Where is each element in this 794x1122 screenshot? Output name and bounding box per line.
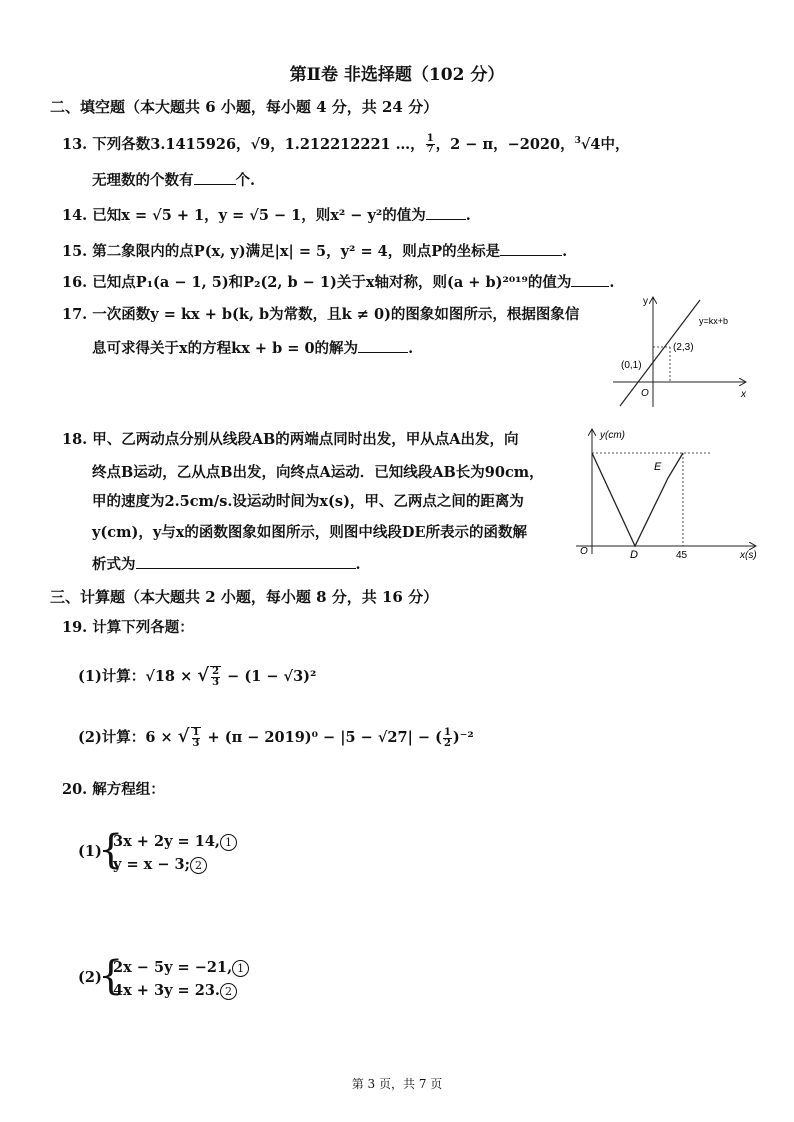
q18-line5: 析式为 (92, 556, 136, 573)
circled-2: 2 (220, 983, 237, 1000)
line-y-kx-b (620, 300, 700, 406)
y-axis-label: y (643, 296, 648, 307)
q19-part2-label: (2)计算： (78, 729, 146, 746)
question-number: 17. (62, 306, 88, 323)
q15-text: 第二象限内的点P(x, y)满足|x| = 5，y² = 4，则点P的坐标是 (92, 243, 501, 260)
question-16 (62, 272, 614, 293)
question-17-line2 (92, 338, 413, 359)
question-19 (62, 618, 194, 638)
q13-cbrt4: √4 (580, 135, 601, 153)
origin-label: O (641, 388, 649, 399)
origin-label: O (580, 546, 588, 557)
answer-blank[interactable] (136, 554, 356, 569)
answer-blank[interactable] (426, 205, 466, 220)
q13-fraction: $\frac{1}{7}$ (426, 133, 434, 156)
question-number: 15. (62, 243, 88, 260)
q18-line4: y(cm)，y与x的函数图象如图所示，则图中线段DE所表示的函数解 (92, 524, 528, 541)
q13-root-index: 3 (574, 136, 581, 146)
question-number: 20. (62, 781, 88, 798)
equation-text: 3x + 2y = 14, (113, 833, 220, 850)
q16-text: 已知点P₁(a − 1, 5)和P₂(2, b − 1)关于x轴对称，则(a + b)²⁰¹⁹的值为 (92, 274, 572, 291)
q20-system2-eq2 (113, 981, 237, 1001)
q17-line2: 息可求得关于x的方程kx + b = 0的解为 (92, 340, 359, 357)
question-number: 19. (62, 619, 88, 636)
q17-linear-graph (605, 292, 755, 412)
q17-line1: 一次函数y = kx + b(k, b为常数，且k ≠ 0)的图象如图所示，根据图象信 (92, 306, 580, 323)
q19-part1-radical: $\frac{2}{3}$ (212, 666, 220, 688)
circled-2: 2 (190, 857, 207, 874)
q13-text-d: 中， (600, 135, 630, 153)
point-2-3-label: (2,3) (673, 342, 694, 353)
answer-blank[interactable] (358, 338, 408, 353)
q19-part2-fraction: $\frac{1}{2}$ (443, 726, 451, 749)
q19-part2-radical: $\frac{1}{3}$ (192, 727, 200, 749)
q20-system2-brace: { (98, 953, 124, 999)
answer-blank[interactable] (194, 170, 236, 185)
q20-system2-eq1 (113, 958, 249, 978)
q14-end: . (465, 207, 471, 224)
question-number: 16. (62, 274, 88, 291)
q20-system1-eq1 (113, 832, 237, 852)
q13-line2-end: 个. (235, 172, 256, 189)
q19-part1: (1)计算：√18 × √ $\frac{2}{3}$ − (1 − √3)² (78, 665, 317, 688)
question-14 (62, 205, 471, 226)
x-axis-label: x(s) (740, 550, 757, 561)
circled-1: 1 (232, 960, 249, 977)
point-d-label: D (630, 549, 638, 561)
q20-system1-brace: { (98, 827, 124, 873)
q13-text-a: 下列各数3.1415926， (92, 135, 251, 153)
q19-part2: (2)计算：6 × √ $\frac{1}{3}$ + (π − 2019)⁰ − |5 − √27| − ( $\frac{1}{2}$ )⁻² (78, 726, 474, 749)
q14-text: 已知x = √5 + 1，y = √5 − 1，则x² − y²的值为 (92, 207, 426, 224)
x-axis-label: x (741, 389, 746, 400)
question-17 (62, 305, 579, 325)
question-number: 18. (62, 431, 88, 448)
q19-part1-expr-b: − (1 − √3)² (222, 668, 317, 685)
q17-end: . (408, 340, 414, 357)
q18-line1: 甲、乙两动点分别从线段AB的两端点同时出发，甲从点A出发，向 (92, 431, 519, 448)
q15-end: . (562, 243, 568, 260)
question-18 (62, 430, 519, 450)
q19-title: 计算下列各题： (92, 619, 194, 636)
q20-system1-eq2 (113, 855, 207, 875)
question-20 (62, 780, 165, 800)
section-3-heading: 三、计算题（本大题共 2 小题，每小题 8 分，共 16 分） (50, 588, 439, 606)
section-2-heading: 二、填空题（本大题共 6 小题，每小题 4 分，共 24 分） (50, 98, 439, 116)
q13-sqrt9: √9 (250, 135, 271, 153)
q19-part2-expr-b: + (π − 2019)⁰ − |5 − √27| − ( (202, 729, 442, 746)
q18-line2: 终点B运动，乙从点B出发，向终点A运动．已知线段AB长为90cm， (92, 464, 544, 481)
q18-end: . (355, 556, 361, 573)
q20-system1-label: (1) (78, 843, 102, 860)
distance-polyline (592, 453, 683, 546)
point-e-label: E (654, 461, 662, 473)
y-axis-label: y(cm) (600, 430, 625, 441)
question-15 (62, 241, 567, 262)
q19-part2-expr-a: 6 × (145, 729, 178, 746)
question-number: 14. (62, 207, 88, 224)
page-footer: 第 3 页，共 7 页 (351, 1077, 443, 1091)
q13-text-b: ，1.212212221 …， (270, 135, 425, 153)
point-0-1-label: (0,1) (621, 360, 642, 371)
q19-part1-label: (1)计算： (78, 668, 146, 685)
circled-1: 1 (220, 834, 237, 851)
equation-text: 2x − 5y = −21, (113, 959, 233, 976)
q13-line2-text: 无理数的个数有 (92, 172, 194, 189)
q19-part1-expr-a: √18 × (145, 668, 198, 685)
question-13 (62, 131, 630, 155)
q18-distance-graph (570, 426, 770, 561)
question-13-line2 (92, 170, 255, 191)
q20-system2-label: (2) (78, 969, 102, 986)
q18-line3: 甲的速度为2.5cm/s.设运动时间为x(s)，甲、乙两点之间的距离为 (92, 493, 524, 510)
question-18-line5 (92, 554, 361, 575)
line-label: y=kx+b (699, 316, 729, 326)
answer-blank[interactable] (571, 272, 609, 287)
equation-text: 4x + 3y = 23. (113, 982, 220, 999)
q16-end: . (609, 274, 615, 291)
q19-part2-expr-c: )⁻² (452, 729, 474, 746)
question-number: 13. (62, 135, 88, 153)
answer-blank[interactable] (500, 241, 562, 256)
part-title: 第Ⅱ卷 非选择题（102 分） (289, 65, 505, 85)
equation-text: y = x − 3; (113, 856, 191, 873)
q20-title: 解方程组： (92, 781, 165, 798)
tick-45-label: 45 (676, 550, 688, 561)
q13-text-c: ，2 − π，−2020， (435, 135, 575, 153)
